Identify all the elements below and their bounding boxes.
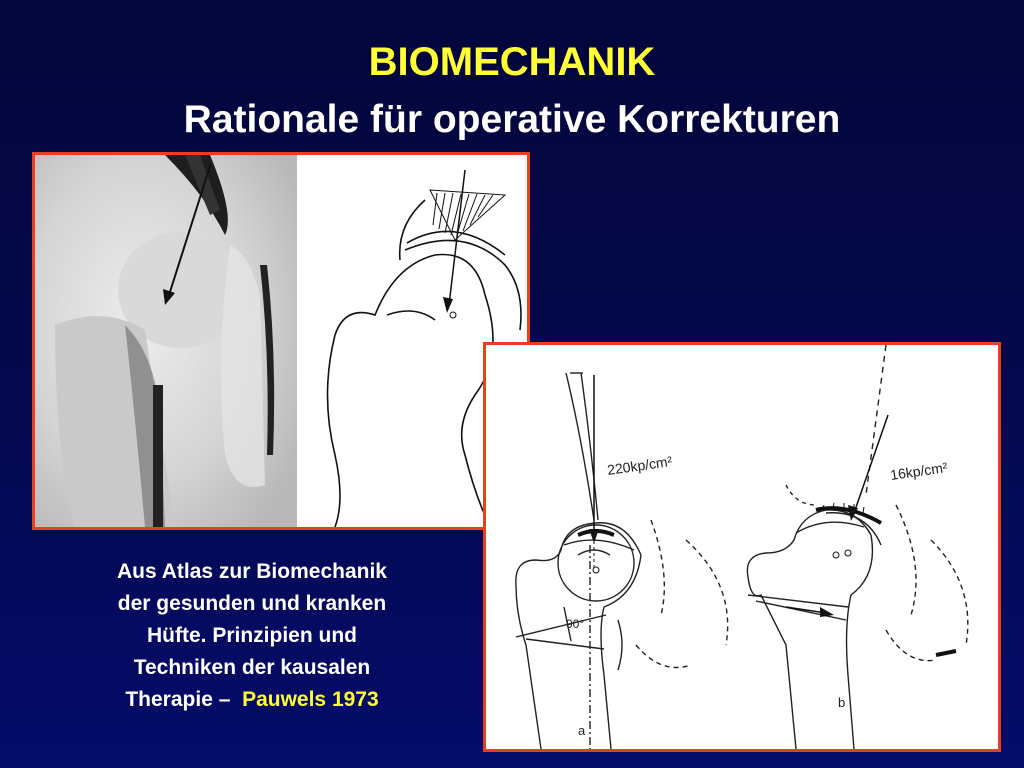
- caption-line-3: Hüfte. Prinzipien und: [147, 624, 357, 647]
- angle-label: 90°: [566, 617, 585, 631]
- diagram-label-a: a: [578, 723, 586, 738]
- caption-line-1: Aus Atlas zur Biomechanik: [117, 560, 387, 583]
- caption-prefix: Therapie –: [125, 688, 231, 711]
- figure-caption: [52, 556, 452, 716]
- osteotomy-diagram-image: [483, 342, 1001, 752]
- pressure-label-a: 220kp/cm²: [606, 453, 674, 478]
- caption-line-5: [52, 684, 452, 716]
- caption-author: Pauwels 1973: [242, 688, 379, 711]
- caption-line-2: der gesunden und kranken: [117, 592, 387, 615]
- osteotomy-diagram-illustration: [486, 345, 998, 749]
- xray-drawing-illustration: [35, 155, 527, 527]
- caption-line-4: Techniken der kausalen: [133, 656, 371, 679]
- pressure-label-b: 16kp/cm²: [889, 459, 949, 483]
- xray-comparison-image: [32, 152, 530, 530]
- slide-title: BIOMECHANIK: [368, 40, 656, 84]
- slide-subtitle: Rationale für operative Korrekturen: [183, 98, 841, 141]
- diagram-label-b: b: [838, 695, 846, 710]
